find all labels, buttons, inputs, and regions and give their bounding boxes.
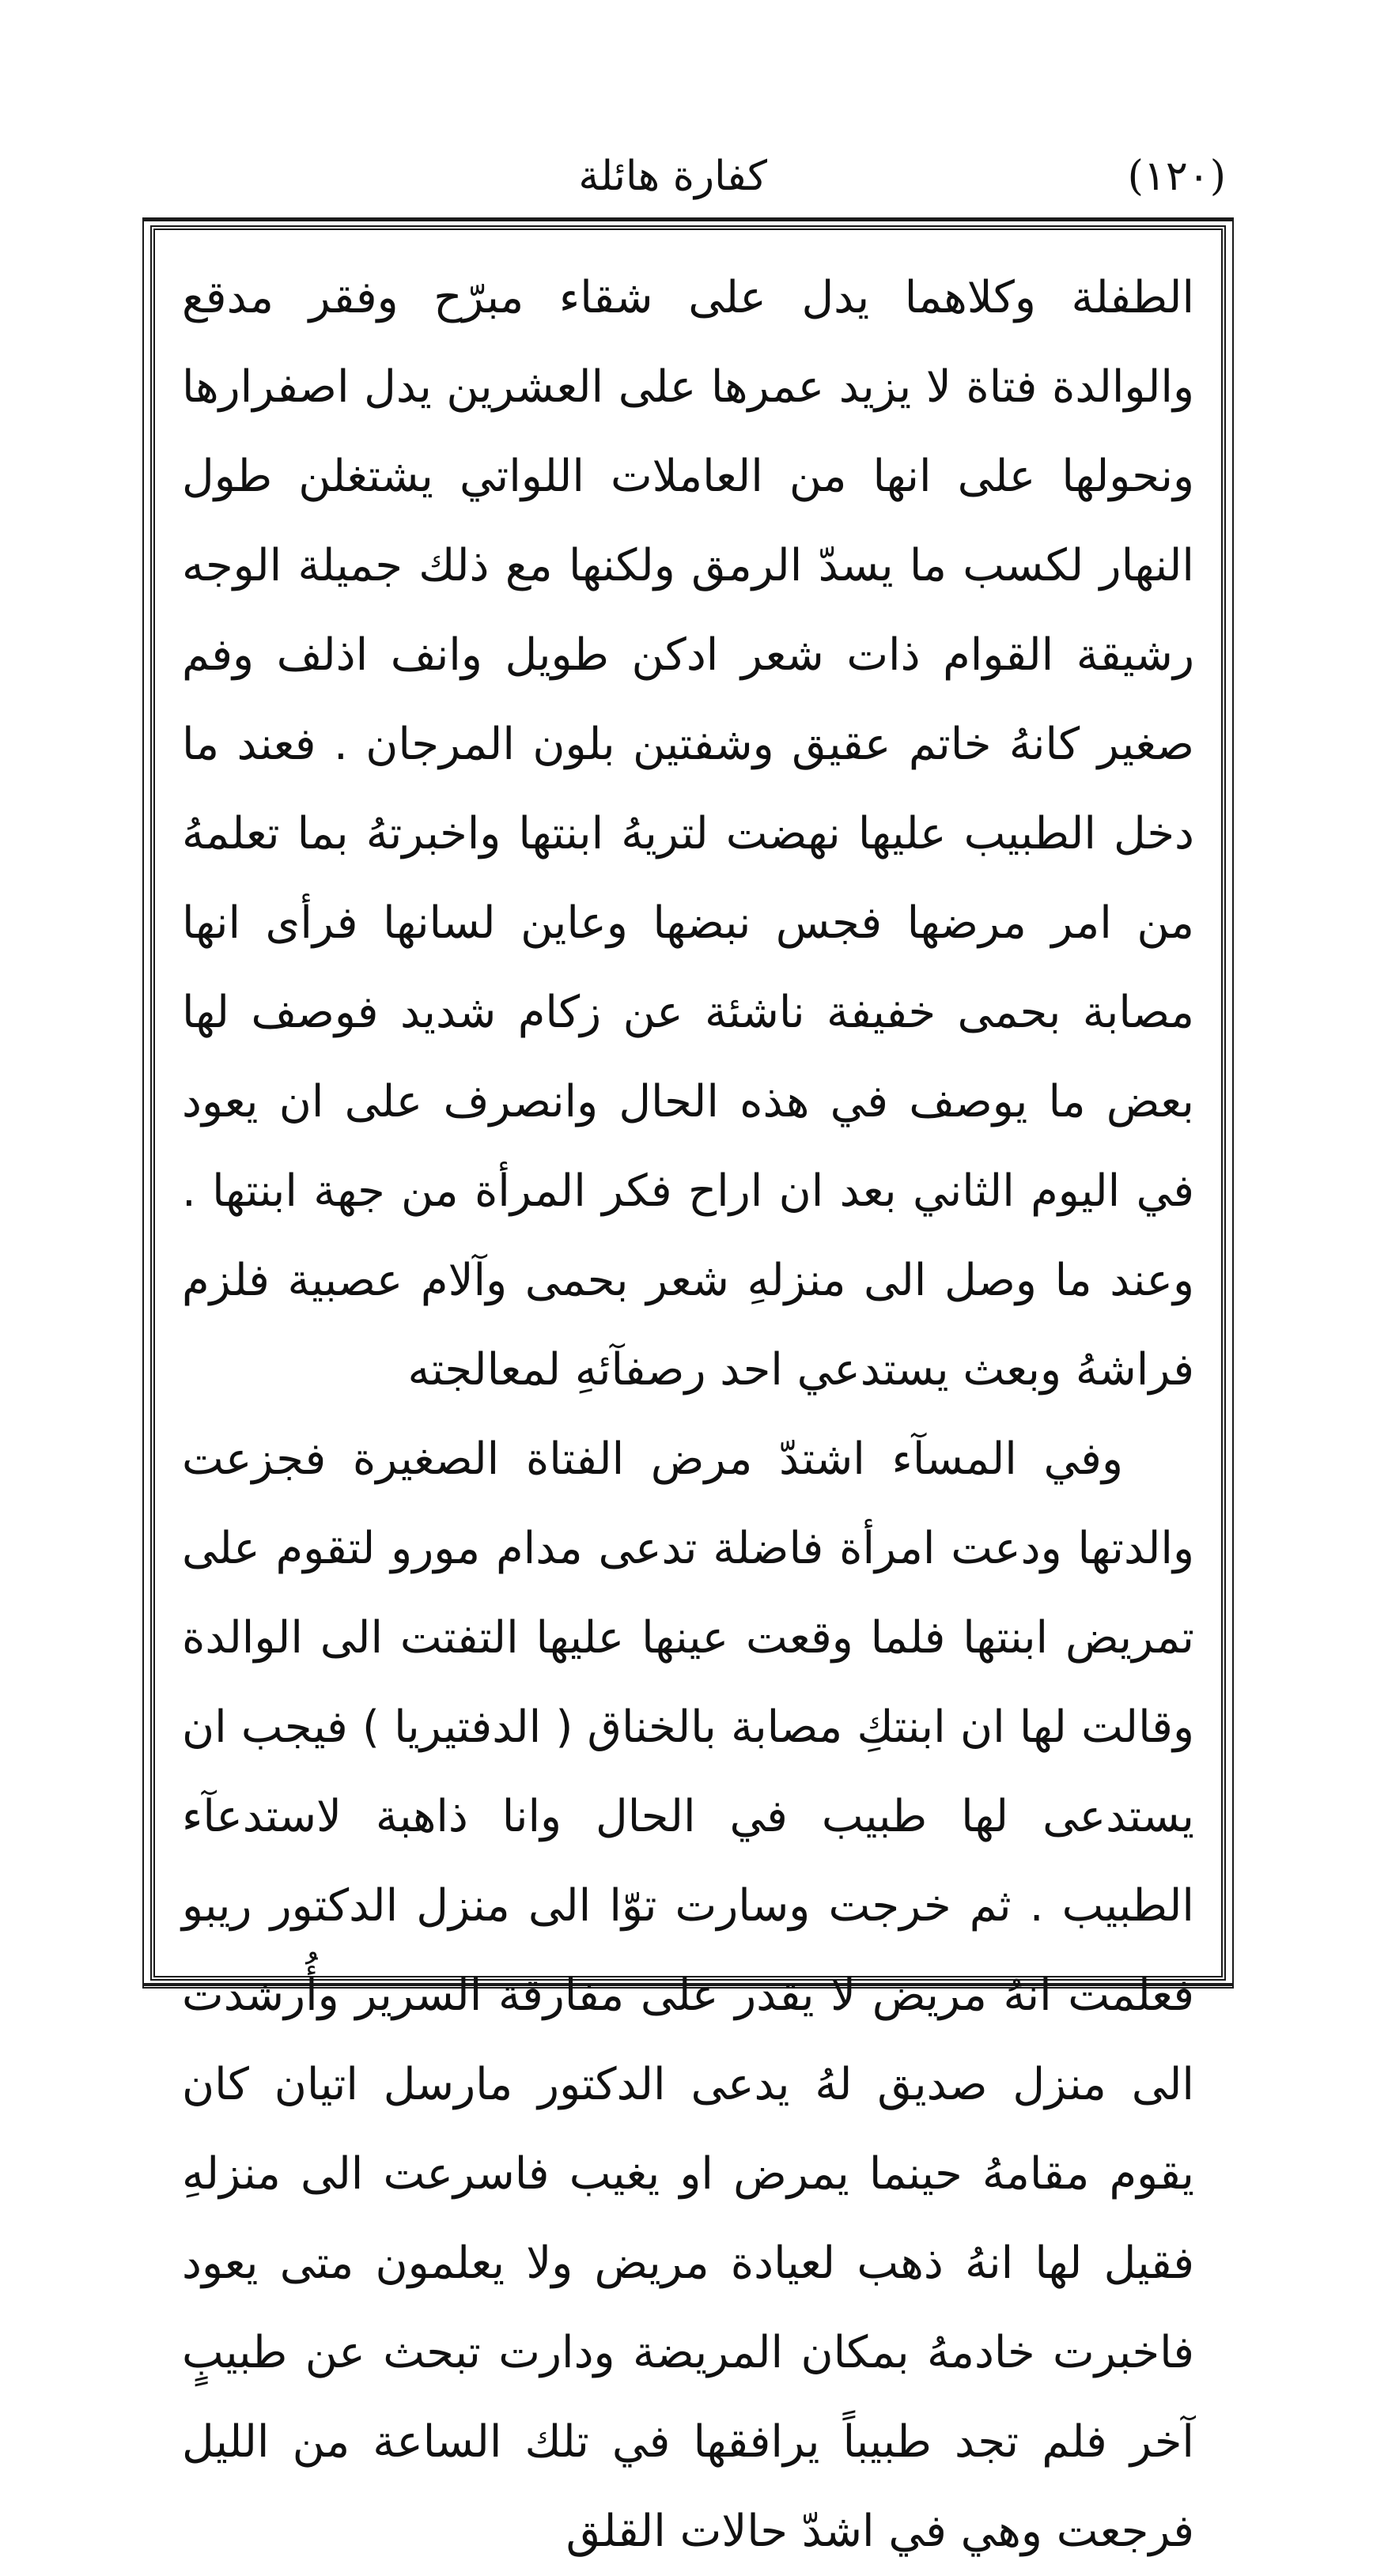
running-header: [150, 141, 1226, 212]
page-number: (١٢٠): [1127, 153, 1226, 200]
running-title: كفارة هائلة: [578, 153, 767, 200]
body-text: [182, 253, 1194, 2557]
paragraph-1: الطفلة وكلاهما يدل على شقاء مبرّح وفقر مدقع والوالدة فتاة لا يزيد عمرها على العشرين يدل اصفرارها ونحولها على انها من العاملات اللواتي يشتغلن طول النهار لكسب ما يسدّ الرمق ولكنها مع ذلك جميلة الوجه رشيقة القوام ذات شعر ادكن طويل وانف اذلف وفم صغير كانهُ خاتم عقيق وشفتين بلون المرجان . فعند ما دخل الطبيب عليها نهضت لتريهُ ابنتها واخبرتهُ بما تعلمهُ من امر مرضها فجس نبضها وعاين لسانها فرأى انها مصابة بحمى خفيفة ناشئة عن زكام شديد فوصف لها بعض ما يوصف في هذه الحال وانصرف على ان يعود في اليوم الثاني بعد ان اراح فكر المرأة من جهة ابنتها . وعند ما وصل الى منزلهِ شعر بحمى وآلام عصبية فلزم فراشهُ وبعث يستدعي احد رصفآئهِ لمعالجته: [182, 272, 1194, 1396]
frame-top-rule: [144, 218, 1232, 221]
paragraph-2: وفي المسآء اشتدّ مرض الفتاة الصغيرة فجزعت والدتها ودعت امرأة فاضلة تدعى مدام مورو لتقوم على تمريض ابنتها فلما وقعت عينها عليها التفتت الى الوالدة وقالت لها ان ابنتكِ مصابة بالخناق ( الدفتيريا ) فيجب ان يستدعى لها طبيب في الحال وانا ذاهبة لاستدعآء الطبيب . ثم خرجت وسارت توّا الى منزل الدكتور ريبو فعلمت انهُ مريض لا يقدر على مفارقة السرير وأُرشدت الى منزل صديق لهُ يدعى الدكتور مارسل اتيان كان يقوم مقامهُ حينما يمرض او يغيب فاسرعت الى منزلهِ فقيل لها انهُ ذهب لعيادة مريض ولا يعلمون متى يعود فاخبرت خادمهُ بمكان المريضة ودارت تبحث عن طبيبٍ آخر فلم تجد طبيباً يرافقها في تلك الساعة من الليل فرجعت وهي في اشدّ حالات القلق: [182, 1433, 1194, 2557]
